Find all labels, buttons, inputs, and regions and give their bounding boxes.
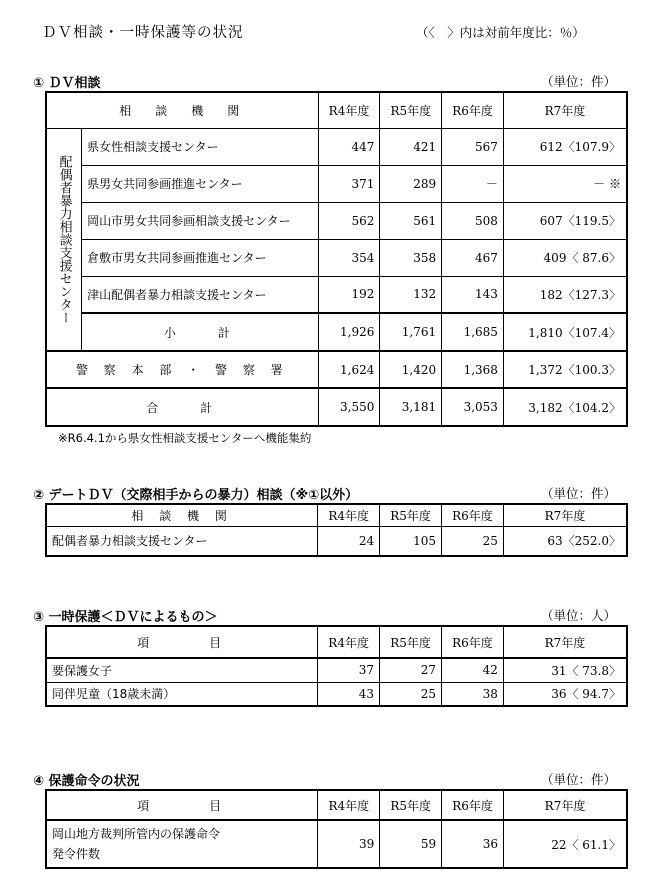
table-row [46,239,627,276]
header-r5: R5年度 [380,92,442,128]
header-item: 項 目 [46,626,318,658]
header-r5: R5年度 [380,626,442,658]
header-agency: 相 談 機 関 [46,504,318,526]
cell-r6: 508 [442,202,504,239]
protection-order-table [45,789,628,869]
cell-r5: 421 [380,128,442,165]
table-row [46,682,627,706]
table-row [46,658,627,682]
header-r4: R4年度 [318,504,380,526]
subtotal-row [46,313,627,351]
cell-r5: 289 [380,165,442,202]
cell-r4: 43 [318,682,380,706]
header-r4: R4年度 [318,626,380,658]
cell-r7: 3,182〈104.2〉 [503,388,627,426]
cell-r5: 132 [380,276,442,313]
header-agency: 相 談 機 関 [46,92,318,128]
header-r6: R6年度 [441,626,503,658]
cell-r5: 59 [380,820,442,868]
cell-r7: 409〈 87.6〉 [503,239,627,276]
cell-r4: 39 [318,820,380,868]
table-row [46,820,627,868]
row-label: 津山配偶者暴力相談支援センター [82,276,318,313]
header-r7: R7年度 [503,504,627,526]
cell-r5: 3,181 [380,388,442,426]
header-r5: R5年度 [380,790,442,820]
cell-r4: 562 [318,202,380,239]
police-row [46,351,627,388]
table-row [46,165,627,202]
header-r6: R6年度 [442,504,504,526]
cell-r6: 38 [441,682,503,706]
section4-title: ④ 保護命令の状況 [33,774,140,789]
header-r7: R7年度 [503,626,627,658]
cell-r5: 27 [380,658,442,682]
cell-r6: 25 [442,526,504,556]
ratio-note: （〈 〉内は対前年度比：％） [416,25,585,40]
police-label: 警 察 本 部 ・ 警 察 署 [46,351,318,388]
cell-r5: 105 [380,526,442,556]
table-row [46,128,627,165]
cell-r6: 36 [442,820,504,868]
footnote: ※R6.4.1から県女性相談支援センターへ機能集約 [58,431,312,445]
cell-r5: 1,420 [380,351,442,388]
cell-r6: 143 [442,276,504,313]
cell-r7: 612〈107.9〉 [503,128,627,165]
header-r4: R4年度 [318,92,380,128]
cell-r5: 25 [380,682,442,706]
header-r7: R7年度 [504,790,628,820]
cell-r4: 354 [318,239,380,276]
cell-r5: 561 [380,202,442,239]
row-label: 岡山市男女共同参画相談支援センター [82,202,318,239]
row-label: 県男女共同参画推進センター [82,165,318,202]
header-r5: R5年度 [380,504,442,526]
cell-r6: 42 [441,658,503,682]
cell-r6: 567 [442,128,504,165]
row-label-line2: 発令件数 [52,847,101,861]
cell-r7: 22〈 61.1〉 [504,820,628,868]
cell-r4: 447 [318,128,380,165]
section3-unit: （単位：人） [541,608,617,623]
cell-r6: 1,368 [442,351,504,388]
total-label: 合 計 [46,388,318,426]
dv-consultation-table [45,91,628,427]
cell-r7: 182〈127.3〉 [503,276,627,313]
row-label: 配偶者暴力相談支援センター [46,526,318,556]
page-title: ＤＶ相談・一時保護等の状況 [42,25,244,41]
header-item: 項 目 [46,790,318,820]
subtotal-label: 小 計 [82,313,318,351]
cell-r4: 1,624 [318,351,380,388]
cell-r6: 467 [442,239,504,276]
cell-r6: 1,685 [442,313,504,351]
cell-r6: 3,053 [442,388,504,426]
section3-title: ③ 一時保護＜ＤＶによるもの＞ [33,610,218,625]
cell-r7: － ※ [503,165,627,202]
cell-r6: － [442,165,504,202]
section2-title: ② デートＤＶ（交際相手からの暴力）相談（※①以外） [33,488,359,503]
cell-r4: 1,926 [318,313,380,351]
section2-unit: （単位：件） [541,486,617,501]
cell-r7: 607〈119.5〉 [503,202,627,239]
section4-unit: （単位：件） [541,772,617,787]
cell-r5: 1,761 [380,313,442,351]
header-r4: R4年度 [318,790,380,820]
header-r6: R6年度 [442,790,504,820]
row-label [46,820,318,868]
cell-r4: 24 [318,526,380,556]
cell-r7: 36〈 94.7〉 [503,682,627,706]
header-r7: R7年度 [503,92,627,128]
group-label: 配偶者暴力相談支援センター [46,128,82,351]
section1-unit: （単位：件） [541,74,617,89]
row-label-line1: 岡山地方裁判所管内の保護命令 [52,827,221,841]
section1-title: ① ＤＶ相談 [33,76,101,91]
row-label: 倉敷市男女共同参画推進センター [82,239,318,276]
temporary-protection-table [45,625,628,707]
cell-r4: 3,550 [318,388,380,426]
table-row [46,202,627,239]
table-header-row [46,626,627,658]
header-r6: R6年度 [442,92,504,128]
cell-r5: 358 [380,239,442,276]
cell-r7: 63〈252.0〉 [503,526,627,556]
table-header-row [46,790,627,820]
row-label: 同伴児童（18歳未満） [46,682,318,706]
table-row [46,526,627,556]
cell-r7: 1,810〈107.4〉 [503,313,627,351]
row-label: 要保護女子 [46,658,318,682]
table-row [46,276,627,313]
cell-r4: 371 [318,165,380,202]
table-header-row [46,504,627,526]
total-row [46,388,627,426]
cell-r7: 31〈 73.8〉 [503,658,627,682]
cell-r4: 192 [318,276,380,313]
table-header-row [46,92,627,128]
date-dv-table [45,503,628,557]
cell-r7: 1,372〈100.3〉 [503,351,627,388]
row-label: 県女性相談支援センター [82,128,318,165]
cell-r4: 37 [318,658,380,682]
